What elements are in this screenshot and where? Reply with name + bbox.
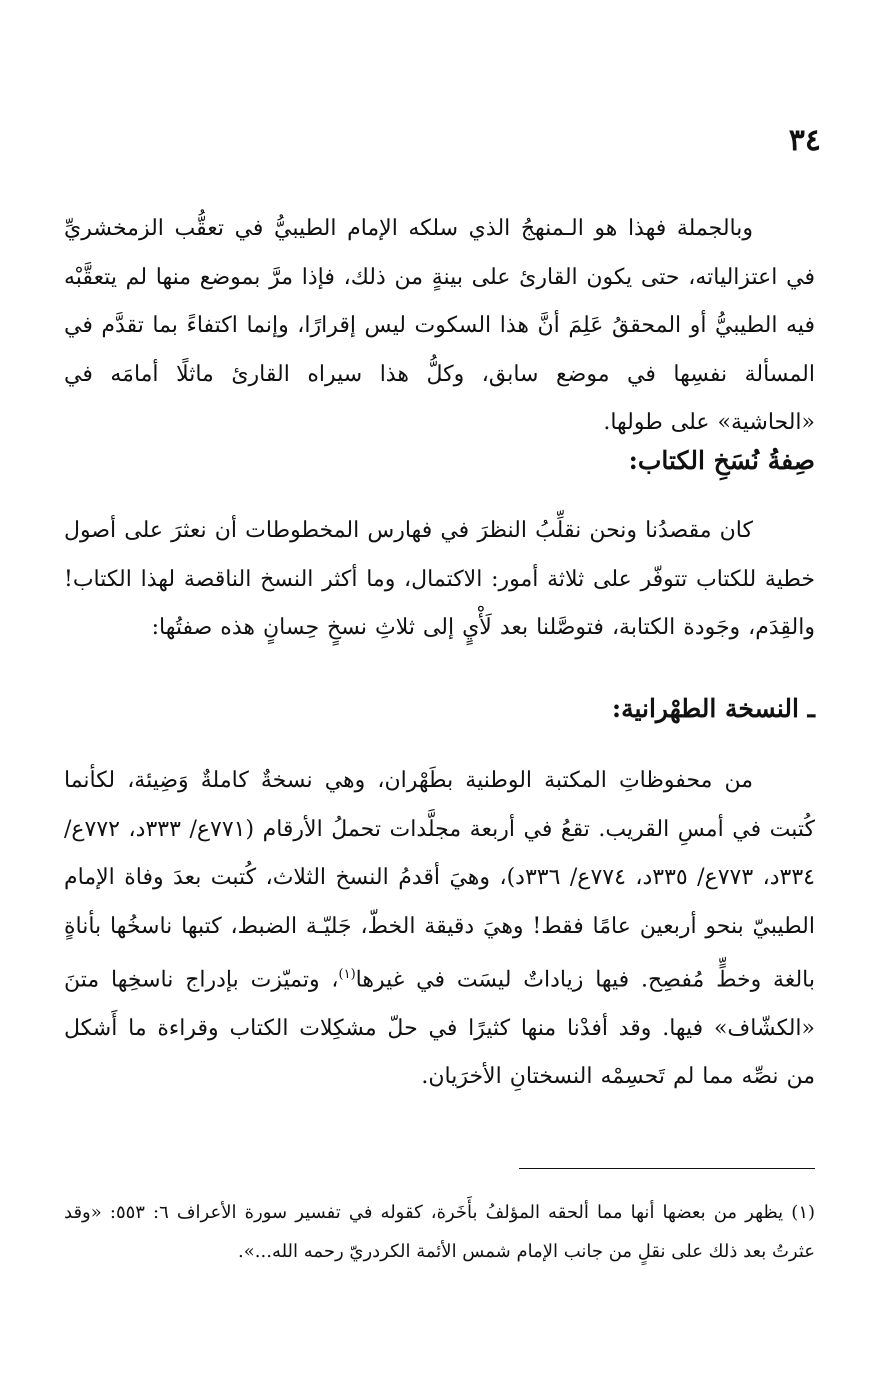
tehran-paragraph-part-1: من محفوظاتِ المكتبة الوطنية بطَهْران، وهي نسخةٌ كاملةٌ وَضِيئة، لكأنما كُتبت في أمسِ القريب. تقعُ في أربعة مجلَّدات تحملُ الأرقام (٧٧١ع/ ٣٣٣د، ٧٧٢ع/ ٣٣٤د، ٧٧٣ع/ ٣٣٥د، ٧٧٤ع/ ٣٣٦د)، وهيَ أقدمُ النسخ الثلاث، كُتبت بعدَ وفاة الإمام الطيبيّ بنحو أربعين عامًا فقط! وهيَ دقيقة الخطّ، جَليّـة الضبط، كتبها ناسخُها بأناةٍ بالغة وخطٍّ مُفصِح. فيها زياداتٌ ليسَت في غيرها: [64, 768, 815, 993]
footnote-separator: [519, 1168, 815, 1169]
section-heading-copies: صِفةُ نُسَخِ الكتاب:: [628, 446, 815, 475]
tehran-paragraph-block: [64, 757, 815, 1102]
footnote-reference[interactable]: (١): [338, 967, 356, 982]
copies-paragraph: كان مقصدُنا ونحن نقلِّبُ النظرَ في فهارس المخطوطات أن نعثرَ على أصول خطية للكتاب تتوفّر على ثلاثة أمور: الاكتمال، وما أكثر النسخ الناقصة لهذا الكتاب! والقِدَم، وجَودة الكتابة، فتوصَّلنا بعد لَأْيٍ إلى ثلاثِ نسخٍ حِسانٍ هذه صفتُها:: [64, 518, 815, 640]
footnote-block: [64, 1193, 815, 1271]
footnote-text: (١) يظهر من بعضها أنها مما ألحقه المؤلفُ بأَخَرة، كقوله في تفسير سورة الأعراف ٦: ٥٥٣: «وقد عثرتُ بعد ذلك على نقلٍ من جانب الإمام شمس الأئمة الكردريّ رحمه الله...».: [64, 1202, 816, 1262]
tehran-paragraph: [64, 757, 815, 1102]
page-number: ٣٤: [788, 123, 821, 158]
copies-paragraph-block: [64, 507, 815, 653]
subheading-tehran-copy: ـ النسخة الطهْرانية:: [611, 694, 815, 723]
intro-paragraph: وبالجملة فهذا هو الـمنهجُ الذي سلكه الإمام الطيبيُّ في تعقُّب الزمخشريِّ في اعتزالياته، حتى يكون القارئ على بينةٍ من ذلك، فإذا مرَّ بموضع منها لم يتعقَّبْه فيه الطيبيُّ أو المحققُ عَلِمَ أنَّ هذا السكوت ليس إقرارًا، وإنما اكتفاءً بما تقدَّم في المسألة نفسِها في موضع سابق، وكلُّ هذا سيراه القارئ ماثلًا أمامَه في «الحاشية» على طولها.: [64, 216, 815, 435]
tehran-paragraph-part-2: ، وتميّزت بإدراج ناسخِها متنَ «الكشّاف» فيها. وقد أفدْنا منها كثيرًا في حلّ مشكِلات الكتاب وقراءة ما أَشكل من نصِّه مما لم تَحسِمْه النسختانِ الأخرَيان.: [64, 967, 815, 1090]
intro-paragraph-block: [64, 205, 815, 448]
